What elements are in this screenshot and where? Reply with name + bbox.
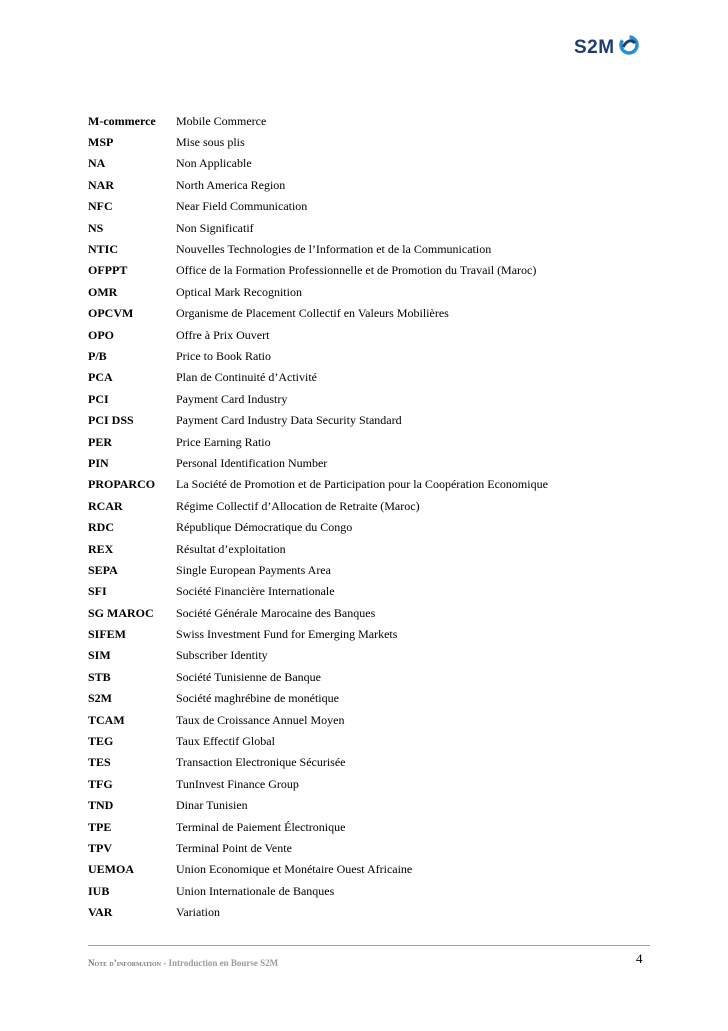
abbreviation: TPE xyxy=(88,819,112,834)
table-row xyxy=(88,196,648,217)
definition: Union Internationale de Banques xyxy=(176,883,335,898)
table-row xyxy=(88,645,648,666)
abbreviation: VAR xyxy=(88,905,113,920)
abbreviation: NTIC xyxy=(88,242,119,257)
definition: Société Tunisienne de Banque xyxy=(176,669,321,684)
definition: Mobile Commerce xyxy=(176,113,267,128)
definition: Payment Card Industry xyxy=(176,391,288,406)
table-row xyxy=(88,623,648,644)
abbreviation: OPCVM xyxy=(88,306,134,321)
definition: Plan de Continuité d’Activité xyxy=(176,370,317,385)
abbreviation: RCAR xyxy=(88,498,123,513)
table-row xyxy=(88,688,648,709)
abbreviation: NA xyxy=(88,156,106,171)
table-row xyxy=(88,752,648,773)
abbreviation: NAR xyxy=(88,177,114,192)
footer-separator: - xyxy=(160,958,169,968)
definition: La Société de Promotion et de Participation pour la Coopération Economique xyxy=(176,477,548,492)
table-row xyxy=(88,110,648,131)
definition: République Démocratique du Congo xyxy=(176,520,353,535)
abbreviation: MSP xyxy=(88,135,114,150)
abbreviation: OPO xyxy=(88,327,114,342)
table-row xyxy=(88,516,648,537)
table-row xyxy=(88,538,648,559)
abbreviation: TES xyxy=(88,755,111,770)
table-row xyxy=(88,795,648,816)
definition: Société Générale Marocaine des Banques xyxy=(176,605,376,620)
abbreviation: UEMOA xyxy=(88,862,134,877)
abbreviation: SEPA xyxy=(88,562,118,577)
definition: Régime Collectif d’Allocation de Retraite (Maroc) xyxy=(176,498,420,513)
s2m-logo xyxy=(574,34,641,61)
abbreviation: TCAM xyxy=(88,712,125,727)
page-number: 4 xyxy=(636,951,643,966)
definition: Subscriber Identity xyxy=(176,648,268,663)
footer-caption xyxy=(88,958,278,968)
abbreviation: PER xyxy=(88,434,112,449)
definition: Variation xyxy=(176,905,220,920)
logo-text: S2M xyxy=(574,36,615,58)
abbreviation: PCI xyxy=(88,391,109,406)
table-row xyxy=(88,816,648,837)
table-row xyxy=(88,880,648,901)
abbreviation: TPV xyxy=(88,840,112,855)
abbreviation: P/B xyxy=(88,348,107,363)
definition: North America Region xyxy=(176,177,286,192)
table-row xyxy=(88,859,648,880)
table-row xyxy=(88,837,648,858)
definition: Office de la Formation Professionnelle et de Promotion du Travail (Maroc) xyxy=(176,263,537,278)
abbreviation: REX xyxy=(88,541,114,556)
table-row xyxy=(88,773,648,794)
abbreviation: SIM xyxy=(88,648,111,663)
table-row xyxy=(88,345,648,366)
table-row xyxy=(88,602,648,623)
definition: TunInvest Finance Group xyxy=(176,776,299,791)
table-row xyxy=(88,153,648,174)
table-row xyxy=(88,409,648,430)
abbreviation: TND xyxy=(88,798,114,813)
table-row xyxy=(88,559,648,580)
abbreviation: IUB xyxy=(88,883,110,898)
definition: Terminal de Paiement Électronique xyxy=(176,819,346,834)
abbreviation: PCI DSS xyxy=(88,413,134,428)
table-row xyxy=(88,388,648,409)
definition: Personal Identification Number xyxy=(176,455,328,470)
abbreviation: STB xyxy=(88,669,111,684)
footer-subtitle: Introduction en Bourse S2M xyxy=(168,958,279,968)
table-row xyxy=(88,324,648,345)
glossary-table xyxy=(88,110,648,923)
table-row xyxy=(88,174,648,195)
definition: Union Economique et Monétaire Ouest Africaine xyxy=(176,862,413,877)
abbreviation: NFC xyxy=(88,199,113,214)
table-row xyxy=(88,367,648,388)
definition: Société Financière Internationale xyxy=(176,584,335,599)
abbreviation: OFPPT xyxy=(88,263,128,278)
abbreviation: PIN xyxy=(88,455,109,470)
definition: Non Applicable xyxy=(176,156,252,171)
definition: Nouvelles Technologies de l’Information et de la Communication xyxy=(176,242,492,257)
definition: Offre à Prix Ouvert xyxy=(176,327,270,342)
table-row xyxy=(88,131,648,152)
abbreviation: RDC xyxy=(88,520,114,535)
definition: Price to Book Ratio xyxy=(176,348,271,363)
definition: Résultat d’exploitation xyxy=(176,541,286,556)
table-row xyxy=(88,238,648,259)
table-row xyxy=(88,303,648,324)
definition: Organisme de Placement Collectif en Valeurs Mobilières xyxy=(176,306,449,321)
footer-title: Note d’information xyxy=(88,958,161,968)
definition: Transaction Electronique Sécurisée xyxy=(176,755,346,770)
abbreviation: SG MAROC xyxy=(88,605,154,620)
table-row xyxy=(88,709,648,730)
abbreviation: SIFEM xyxy=(88,627,127,642)
abbreviation: TFG xyxy=(88,776,113,791)
table-row xyxy=(88,281,648,302)
table-row xyxy=(88,581,648,602)
table-row xyxy=(88,431,648,452)
table-row xyxy=(88,495,648,516)
definition: Dinar Tunisien xyxy=(176,798,248,813)
definition: Near Field Communication xyxy=(176,199,308,214)
table-row xyxy=(88,474,648,495)
abbreviation: PROPARCO xyxy=(88,477,156,492)
s2m-logo-icon xyxy=(617,34,641,61)
abbreviation: TEG xyxy=(88,734,114,749)
definition: Swiss Investment Fund for Emerging Markets xyxy=(176,627,398,642)
table-row xyxy=(88,260,648,281)
definition: Taux de Croissance Annuel Moyen xyxy=(176,712,345,727)
footer-divider xyxy=(88,945,650,946)
definition: Payment Card Industry Data Security Standard xyxy=(176,413,402,428)
table-row xyxy=(88,666,648,687)
definition: Price Earning Ratio xyxy=(176,434,271,449)
table-row xyxy=(88,217,648,238)
abbreviation: PCA xyxy=(88,370,113,385)
definition: Taux Effectif Global xyxy=(176,734,275,749)
abbreviation: S2M xyxy=(88,691,112,706)
definition: Non Significatif xyxy=(176,220,254,235)
definition: Terminal Point de Vente xyxy=(176,840,292,855)
abbreviation: NS xyxy=(88,220,104,235)
definition: Société maghrébine de monétique xyxy=(176,691,339,706)
table-row xyxy=(88,452,648,473)
abbreviation: OMR xyxy=(88,284,118,299)
definition: Optical Mark Recognition xyxy=(176,284,302,299)
abbreviation: SFI xyxy=(88,584,107,599)
table-row xyxy=(88,901,648,922)
abbreviation: M-commerce xyxy=(88,113,156,128)
table-row xyxy=(88,730,648,751)
definition: Mise sous plis xyxy=(176,135,245,150)
definition: Single European Payments Area xyxy=(176,562,331,577)
